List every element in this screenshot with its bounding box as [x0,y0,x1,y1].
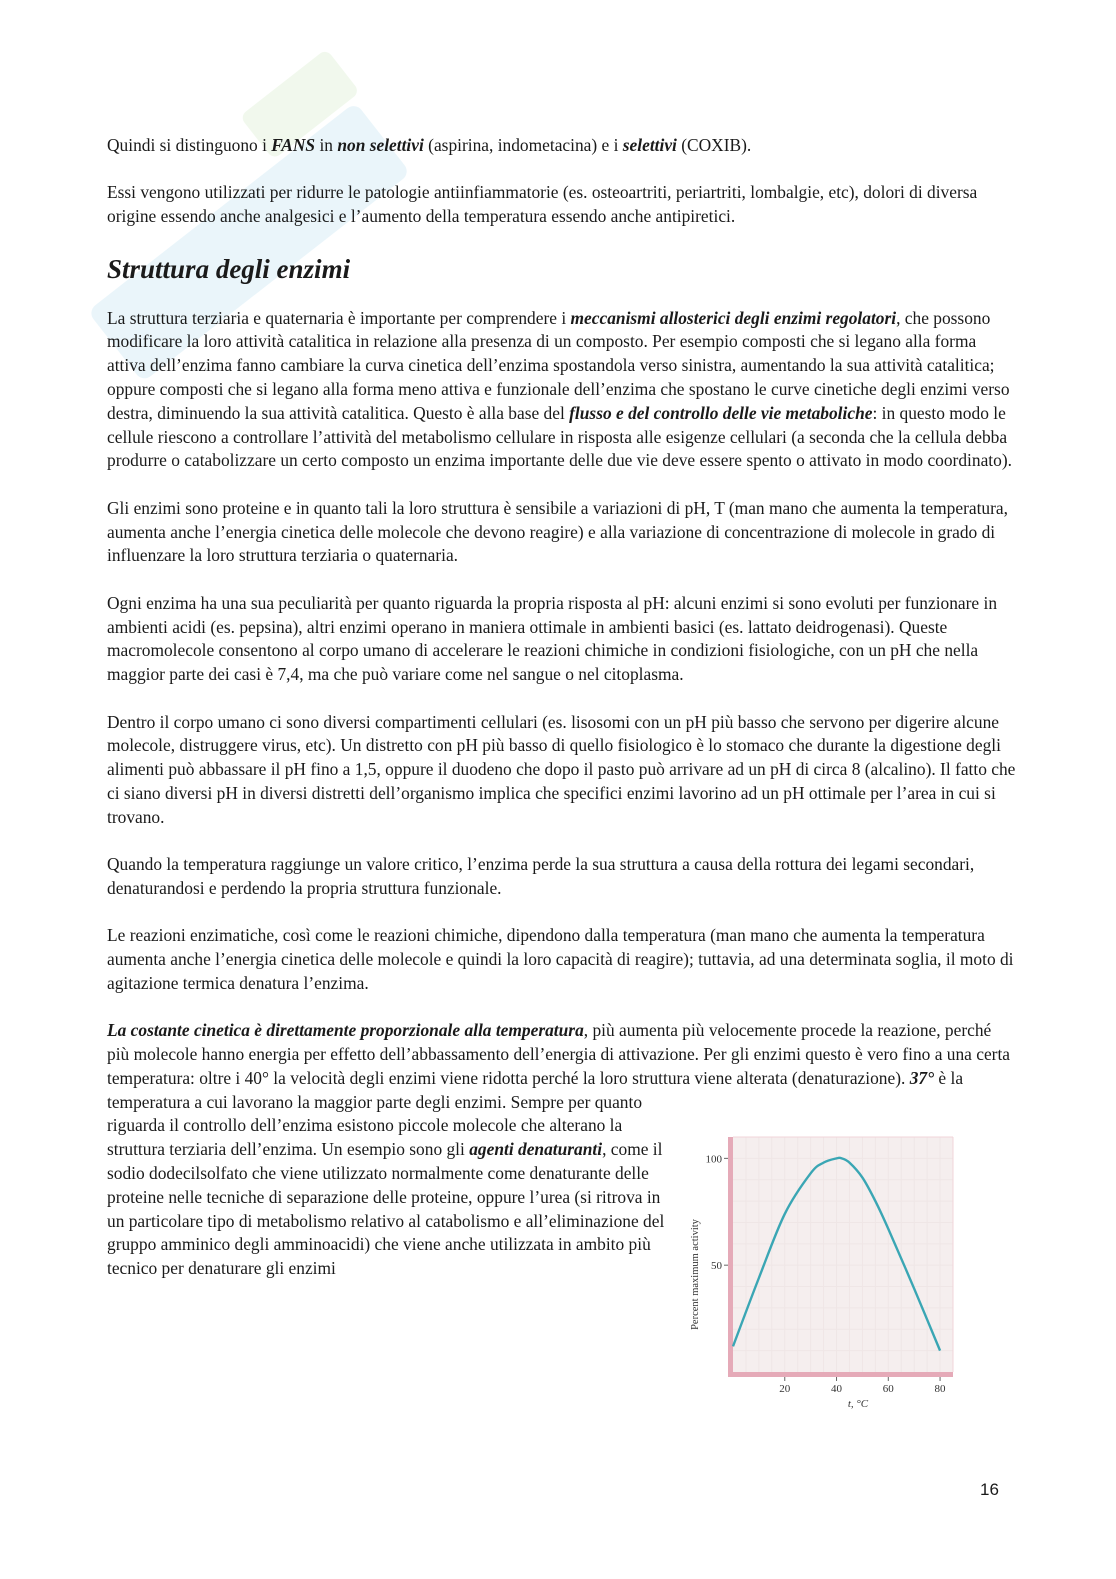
paragraph-critical-temp: Quando la temperatura raggiunge un valore critico, l’enzima perde la sua struttura a causa della rottura dei legami secondari, denaturandosi e perdendo la propria struttura funzionale. [107,854,975,898]
paragraph-ph: Ogni enzima ha una sua peculiarità per quanto riguarda la propria risposta al pH: alcuni enzimi si sono evoluti per funzionare in ambienti acidi (es. pepsina), altri enzimi operano in maniera ottimale in ambienti basici (es. lattato deidrogenasi). Queste macromolecole consentono al corpo umano di accelerare le reazioni chimiche in condizioni fisiologiche, con un pH che nella maggior parte dei casi è 7,4, ma che può variare come nel sangue o nel citoplasma. [107,592,998,685]
paragraph-fans [107,134,1017,158]
paragraph-compartments: Dentro il corpo umano ci sono diversi compartimenti cellulari (es. lisosomi con un pH più basso che servono per digerire alcune molecole, distruggere virus, etc). Un distretto con pH più basso di quello fisiologico è lo stomaco che durante la digestione degli alimenti può abbassare il pH fino a 1,5, oppure il duodeno che dopo il pasto può arrivare ad un pH di circa 8 (alcalino). Il fatto che ci siano diversi pH in diversi distretti dell’organismo implica che specifici enzimi lavorino ad un pH ottimale per l’area in cui si trovano. [107,711,1016,827]
emphasis-37: 37° [909,1067,935,1088]
text-run: (COXIB). [676,135,752,155]
text-run: in [315,135,338,155]
x-tick-label: 20 [779,1382,791,1395]
x-tick-label: 80 [934,1382,946,1395]
text-run: : in questo modo le cellule riescono a controllare l’attività del metabolismo cellulare in risposta alle esigenze cellulari (a seconda che la cellula debba produrre o catabolizzare un certo composto un enzima importante delle due vie deve essere spento o attivato in modo coordinato). [107,402,1012,471]
x-axis-frame [728,1372,953,1377]
emphasis-costante: La costante cinetica è direttamente proporzionale alla temperatura [107,1020,584,1041]
y-tick-label: 100 [705,1153,722,1166]
paragraph-reactions: Le reazioni enzimatiche, così come le reazioni chimiche, dipendono dalla temperatura (man mano che aumenta la temperatura aumenta anche l’energia cinetica delle molecole e quindi la loro capacità di reagire); tuttavia, ad una determinata soglia, il moto di agitazione termica denatura l’enzima. [107,925,1014,993]
x-axis-label: t, °C [847,1397,869,1410]
section-heading: Struttura degli enzimi [107,253,351,284]
text-run: Quindi si distinguono i [107,135,272,155]
emphasis-non-selettivi: non selettivi [337,135,424,155]
y-axis-frame [728,1137,733,1377]
emphasis-selettivi: selettivi [622,135,677,155]
paragraph-allosteric [107,307,1017,474]
y-tick-label: 50 [711,1259,722,1272]
paragraph-usage: Essi vengono utilizzati per ridurre le patologie antiinfiammatorie (es. osteoartriti, periartriti, lombalgie, etc), dolori di diversa origine essendo anche analgesici e l’aumento della temperatura essendo anche antipiretici. [107,182,978,227]
text-run: (aspirina, indometacina) e i [423,135,623,155]
text-run: La struttura terziaria e quaternaria è importante per comprendere i [107,307,571,328]
emphasis-denaturanti: agenti denaturanti [469,1139,603,1160]
x-tick-label: 60 [882,1382,894,1395]
text-run: , che possono modificare la loro attività catalitica in relazione alla presenza di un composto. Per esempio composti che si legano alla forma attiva dell’enzima fanno cambiare la curva cinetica dell’enzima spostandola verso sinistra, aumentando la sua attività catalitica; oppure composti che si legano alla forma meno attiva e funzionale dell’enzima che spostano le curve cinetiche degli enzimi verso destra, diminuendo la sua attività catalitica. Questo è alla base del [107,307,1010,423]
text-run: , più aumenta più velocemente procede la reazione, perché più molecole hanno energia per effetto dell’abbassamento dell’energia di attivazione. Per gli enzimi questo è vero fino a una certa temperatura: oltre i 40° la velocità degli enzimi viene ridotta perché la loro struttura viene alterata (denaturazione). [107,1020,1011,1088]
emphasis-allosteric: meccanismi allosterici degli enzimi regolatori [570,307,897,328]
paragraph-kinetic-constant [107,1019,1017,1410]
document-body [107,134,1017,1410]
x-tick-label: 40 [831,1382,843,1395]
emphasis-fans: FANS [271,135,316,155]
text-run: , come il sodio dodecilsolfato che viene utilizzato normalmente come denaturante delle proteine nelle tecniche di separazione delle proteine, oppure l’urea (si ritrova in un particolare tipo di metabolismo relativo al catabolismo e all’eliminazione del gruppo amminico degli amminoacidi) che viene anche utilizzata in ambito più tecnico per denaturare gli enzimi [107,1139,665,1279]
text-run: è la temperatura a cui lavorano la maggior parte degli enzimi. Sempre per quanto riguarda il controllo dell’enzima esistono piccole molecole che alterano la struttura terziaria dell’enzima. Un esempio sono gli [107,1067,964,1160]
chart-svg [685,1117,975,1410]
plot-background [733,1137,953,1372]
temperature-activity-chart [685,1117,975,1410]
page-number: 16 [980,1480,999,1499]
y-axis-label: Percent maximum activity [690,1218,701,1330]
paragraph-proteins: Gli enzimi sono proteine e in quanto tali la loro struttura è sensibile a variazioni di pH, T (man mano che aumenta la temperatura, aumenta anche l’energia cinetica delle molecole che devono reagire) e alla variazione di concentrazione di molecole in grado di influenzare la loro struttura terziaria o quaternaria. [107,497,1008,566]
emphasis-flusso: flusso e del controllo delle vie metaboliche [569,402,873,423]
